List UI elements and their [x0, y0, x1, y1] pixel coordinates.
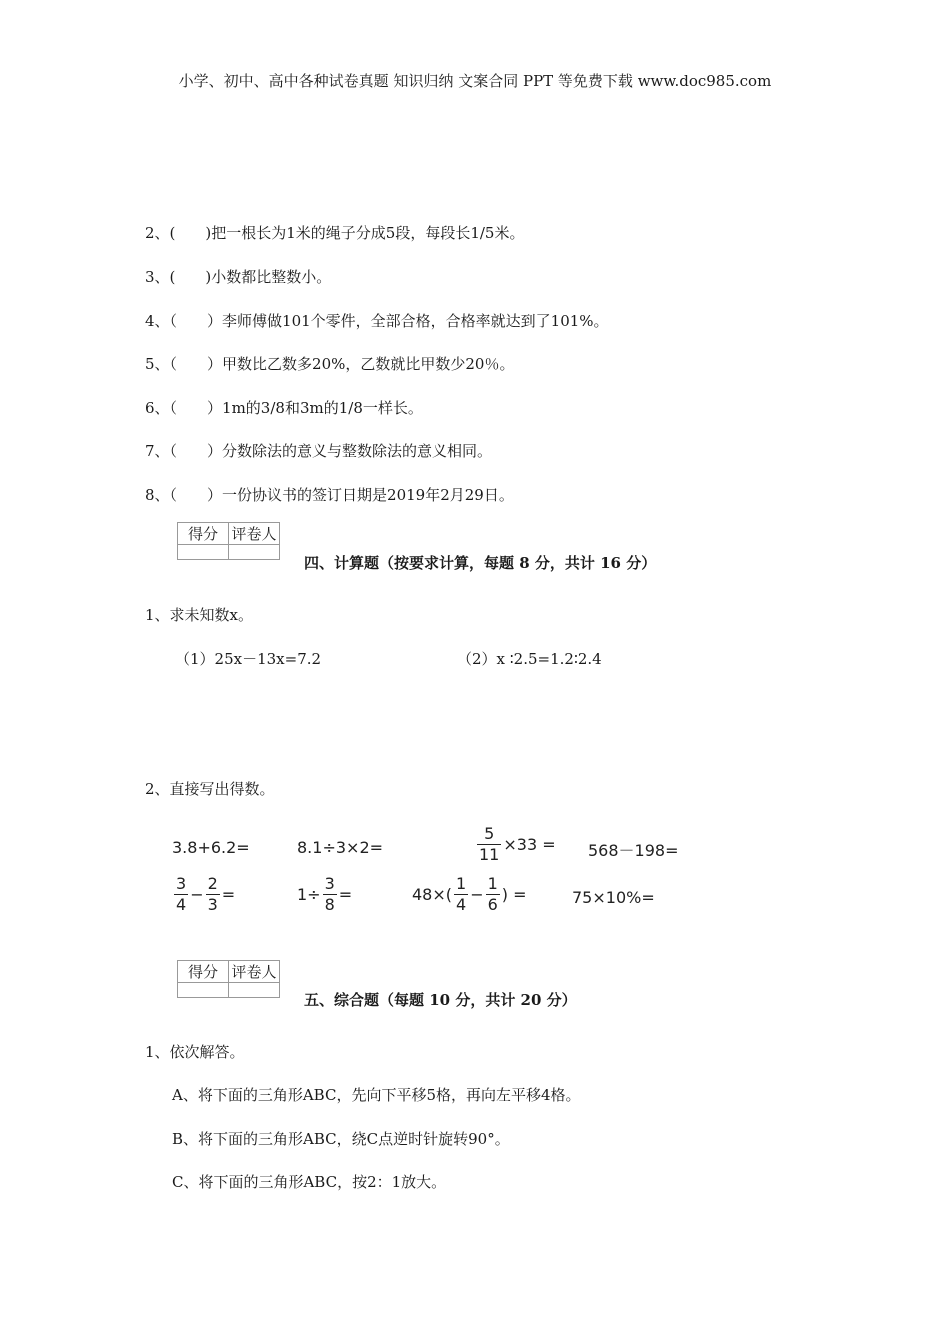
grader-cell[interactable]: [229, 983, 280, 998]
fraction: $\frac{1}{4}$: [456, 874, 467, 914]
judge-item-6: 6、（ ）1m的3/8和3m的1/8一样长。: [145, 399, 423, 417]
s4-q1: 1、求未知数x。: [145, 606, 254, 624]
calc-7: 48×( $\frac{1}{4}$ − $\frac{1}{6}$ ) =: [412, 874, 527, 914]
calc-5: $\frac{3}{4}$ − $\frac{2}{3}$ =: [176, 874, 236, 914]
s5-q1-a: A、将下面的三角形ABC，先向下平移5格，再向左平移4格。: [172, 1086, 581, 1104]
calc-4: 568－198=: [588, 841, 679, 860]
calc-3: $\frac{5}{11}$ ×33 =: [479, 824, 556, 864]
score-box: [177, 960, 280, 998]
fraction: $\frac{3}{8}$: [324, 874, 335, 914]
calc-1: 3.8+6.2=: [172, 838, 250, 857]
grader-cell[interactable]: [229, 545, 280, 560]
judge-item-2: 2、( )把一根长为1米的绳子分成5段，每段长1/5米。: [145, 224, 525, 242]
fraction: $\frac{1}{6}$: [487, 874, 498, 914]
s5-q1: 1、依次解答。: [145, 1043, 245, 1061]
score-cell[interactable]: [178, 983, 229, 998]
s4-q1-part2: （2）x ∶2.5=1.2∶2.4: [457, 650, 602, 668]
calc-6: 1÷ $\frac{3}{8}$ =: [297, 874, 353, 914]
page-header: 小学、初中、高中各种试卷真题 知识归纳 文案合同 PPT 等免费下载 www.doc985.com: [178, 72, 772, 90]
grader-label: 评卷人: [229, 961, 280, 983]
judge-item-8: 8、（ ）一份协议书的签订日期是2019年2月29日。: [145, 486, 514, 504]
judge-item-4: 4、（ ）李师傅做101个零件，全部合格，合格率就达到了101%。: [145, 312, 609, 330]
s5-q1-b: B、将下面的三角形ABC，绕C点逆时针旋转90°。: [172, 1130, 510, 1148]
s4-q2: 2、直接写出得数。: [145, 780, 275, 798]
judge-item-7: 7、（ ）分数除法的意义与整数除法的意义相同。: [145, 442, 493, 460]
fraction: $\frac{2}{3}$: [207, 874, 218, 914]
grader-label: 评卷人: [229, 523, 280, 545]
section5-title: 五、综合题（每题 10 分，共计 20 分）: [304, 991, 577, 1009]
fraction: $\frac{5}{11}$: [479, 824, 500, 864]
judge-item-3: 3、( )小数都比整数小。: [145, 268, 332, 286]
score-cell[interactable]: [178, 545, 229, 560]
score-label: 得分: [178, 961, 229, 983]
score-label: 得分: [178, 523, 229, 545]
s5-q1-c: C、将下面的三角形ABC，按2：1放大。: [172, 1173, 447, 1191]
judge-item-5: 5、（ ）甲数比乙数多20%，乙数就比甲数少20％。: [145, 355, 515, 373]
s4-q1-part1: （1）25x－13x=7.2: [175, 650, 322, 668]
calc-2: 8.1÷3×2=: [297, 838, 384, 857]
calc-8: 75×10%=: [572, 888, 655, 907]
fraction: $\frac{3}{4}$: [176, 874, 187, 914]
section4-title: 四、计算题（按要求计算，每题 8 分，共计 16 分）: [304, 554, 657, 572]
score-box: [177, 522, 280, 560]
